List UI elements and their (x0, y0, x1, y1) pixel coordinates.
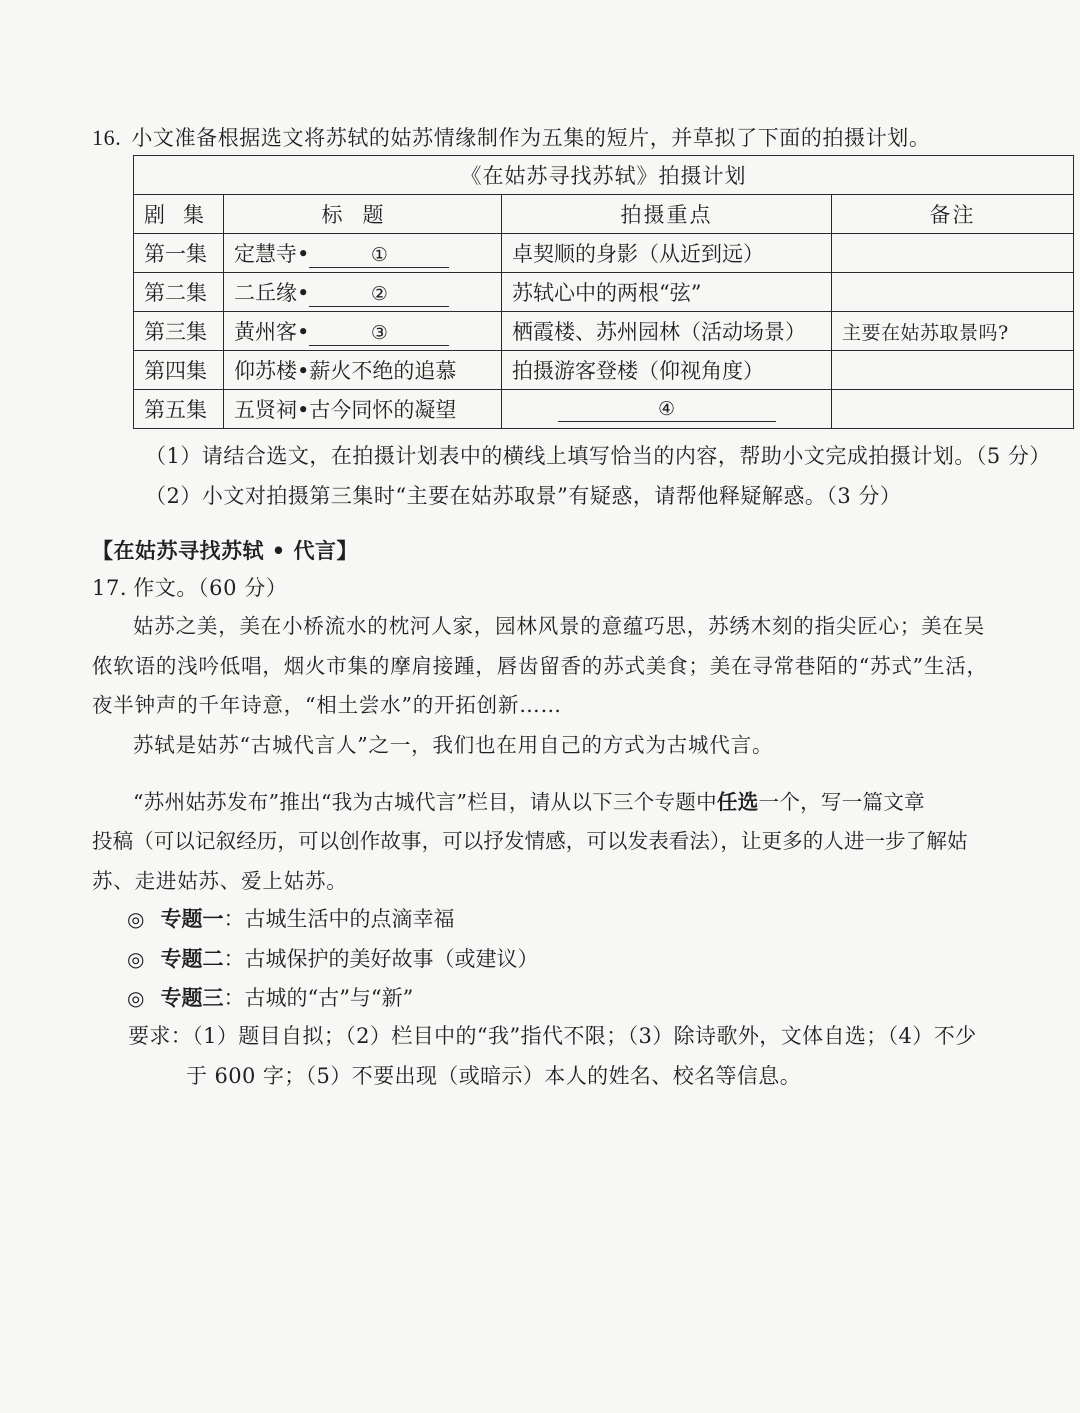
shooting-plan-table (133, 155, 1074, 429)
answer-blank[interactable] (309, 281, 449, 307)
question-17 (92, 572, 288, 602)
section-title: 【在姑苏寻找苏轼 • 代言】 (92, 538, 359, 563)
focus-cell: 栖霞楼、苏州园林（活动场景） (502, 312, 832, 351)
question-16 (92, 122, 931, 152)
note-cell (832, 273, 1074, 312)
title-cell (224, 312, 502, 351)
bullet-marker: ◎ (127, 907, 145, 931)
sub-question-1: （1）请结合选文，在拍摄计划表中的横线上填写恰当的内容，帮助小文完成拍摄计划。（5 分） (145, 444, 1051, 468)
question-text: 作文。（60 分） (133, 576, 288, 600)
answer-blank[interactable] (309, 242, 449, 268)
table-row (134, 390, 1074, 429)
table-row (134, 312, 1074, 351)
header-note: 备注 (832, 195, 1074, 234)
question-number: 17. (92, 576, 128, 600)
topic-text: ：古城生活中的点滴幸福 (223, 907, 455, 931)
topic-label: 专题一 (160, 906, 224, 931)
requirements-line: 于 600 字；（5）不要出现（或暗示）本人的姓名、校名等信息。 (186, 1064, 802, 1088)
task-line: 苏、走进姑苏、爱上姑苏。 (92, 869, 348, 893)
topic-item (127, 943, 538, 973)
header-focus: 拍摄重点 (502, 195, 832, 234)
note-cell (832, 390, 1074, 429)
answer-blank[interactable] (309, 320, 449, 346)
table-row (134, 273, 1074, 312)
note-cell (832, 234, 1074, 273)
episode-cell: 第五集 (134, 390, 224, 429)
topic-label: 专题二 (160, 946, 224, 971)
handwritten-note: 主要在姑苏取景吗? (832, 312, 1074, 351)
title-cell: 五贤祠•古今同怀的凝望 (224, 390, 502, 429)
focus-cell (502, 390, 832, 429)
table-row (134, 234, 1074, 273)
focus-cell: 拍摄游客登楼（仰视角度） (502, 351, 832, 390)
topic-text: ：古城的“古”与“新” (223, 986, 414, 1010)
sub-question-2: （2）小文对拍摄第三集时“主要在姑苏取景”有疑惑，请帮他释疑解惑。（3 分） (145, 484, 902, 508)
title-text: 定慧寺• (234, 242, 310, 266)
blank-number: ④ (657, 398, 676, 420)
episode-cell: 第一集 (134, 234, 224, 273)
table-row (134, 351, 1074, 390)
topic-text: ：古城保护的美好故事（或建议） (223, 947, 539, 971)
header-episode: 剧集 (134, 195, 224, 234)
focus-cell: 卓契顺的身影（从近到远） (502, 234, 832, 273)
requirements-line: 要求：（1）题目自拟；（2）栏目中的“我”指代不限；（3）除诗歌外，文体自选；（4）不少 (128, 1024, 977, 1048)
answer-blank[interactable] (558, 396, 776, 422)
table-caption: 《在姑苏寻找苏轼》拍摄计划 (134, 156, 1074, 195)
task-line (133, 785, 925, 815)
prompt-line: 侬软语的浅吟低唱，烟火市集的摩肩接踵，唇齿留香的苏式美食；美在寻常巷陌的“苏式”生活， (92, 654, 988, 678)
blank-number: ③ (370, 322, 388, 344)
task-emphasis: 任选 (716, 790, 759, 814)
header-title: 标题 (224, 195, 502, 234)
bullet-marker: ◎ (127, 947, 145, 971)
topic-item (127, 903, 454, 933)
question-number: 16. (92, 125, 122, 150)
episode-cell: 第三集 (134, 312, 224, 351)
task-line: 投稿（可以记叙经历，可以创作故事，可以抒发情感，可以发表看法），让更多的人进一步了解姑 (92, 829, 968, 853)
focus-cell: 苏轼心中的两根“弦” (502, 273, 832, 312)
prompt-line: 苏轼是姑苏“古城代言人”之一，我们也在用自己的方式为古城代言。 (133, 733, 774, 757)
blank-number: ① (370, 244, 388, 266)
title-cell (224, 273, 502, 312)
question-text: 小文准备根据选文将苏轼的姑苏情缘制作为五集的短片，并草拟了下面的拍摄计划。 (131, 126, 931, 150)
task-text: 一个，写一篇文章 (758, 790, 925, 814)
topic-item (127, 982, 413, 1012)
prompt-line: 姑苏之美，美在小桥流水的枕河人家，园林风景的意蕴巧思，苏绣木刻的指尖匠心；美在吴 (133, 614, 985, 638)
bullet-marker: ◎ (127, 986, 145, 1010)
topic-label: 专题三 (160, 985, 224, 1010)
prompt-line: 夜半钟声的千年诗意，“相土尝水”的开拓创新…… (92, 693, 562, 717)
title-cell: 仰苏楼•薪火不绝的追慕 (224, 351, 502, 390)
episode-cell: 第四集 (134, 351, 224, 390)
episode-cell: 第二集 (134, 273, 224, 312)
title-cell (224, 234, 502, 273)
title-text: 二丘缘• (234, 281, 310, 305)
title-text: 黄州客• (234, 320, 310, 344)
blank-number: ② (370, 283, 388, 305)
task-text: “苏州姑苏发布”推出“我为古城代言”栏目，请从以下三个专题中 (133, 790, 717, 814)
note-cell (832, 351, 1074, 390)
